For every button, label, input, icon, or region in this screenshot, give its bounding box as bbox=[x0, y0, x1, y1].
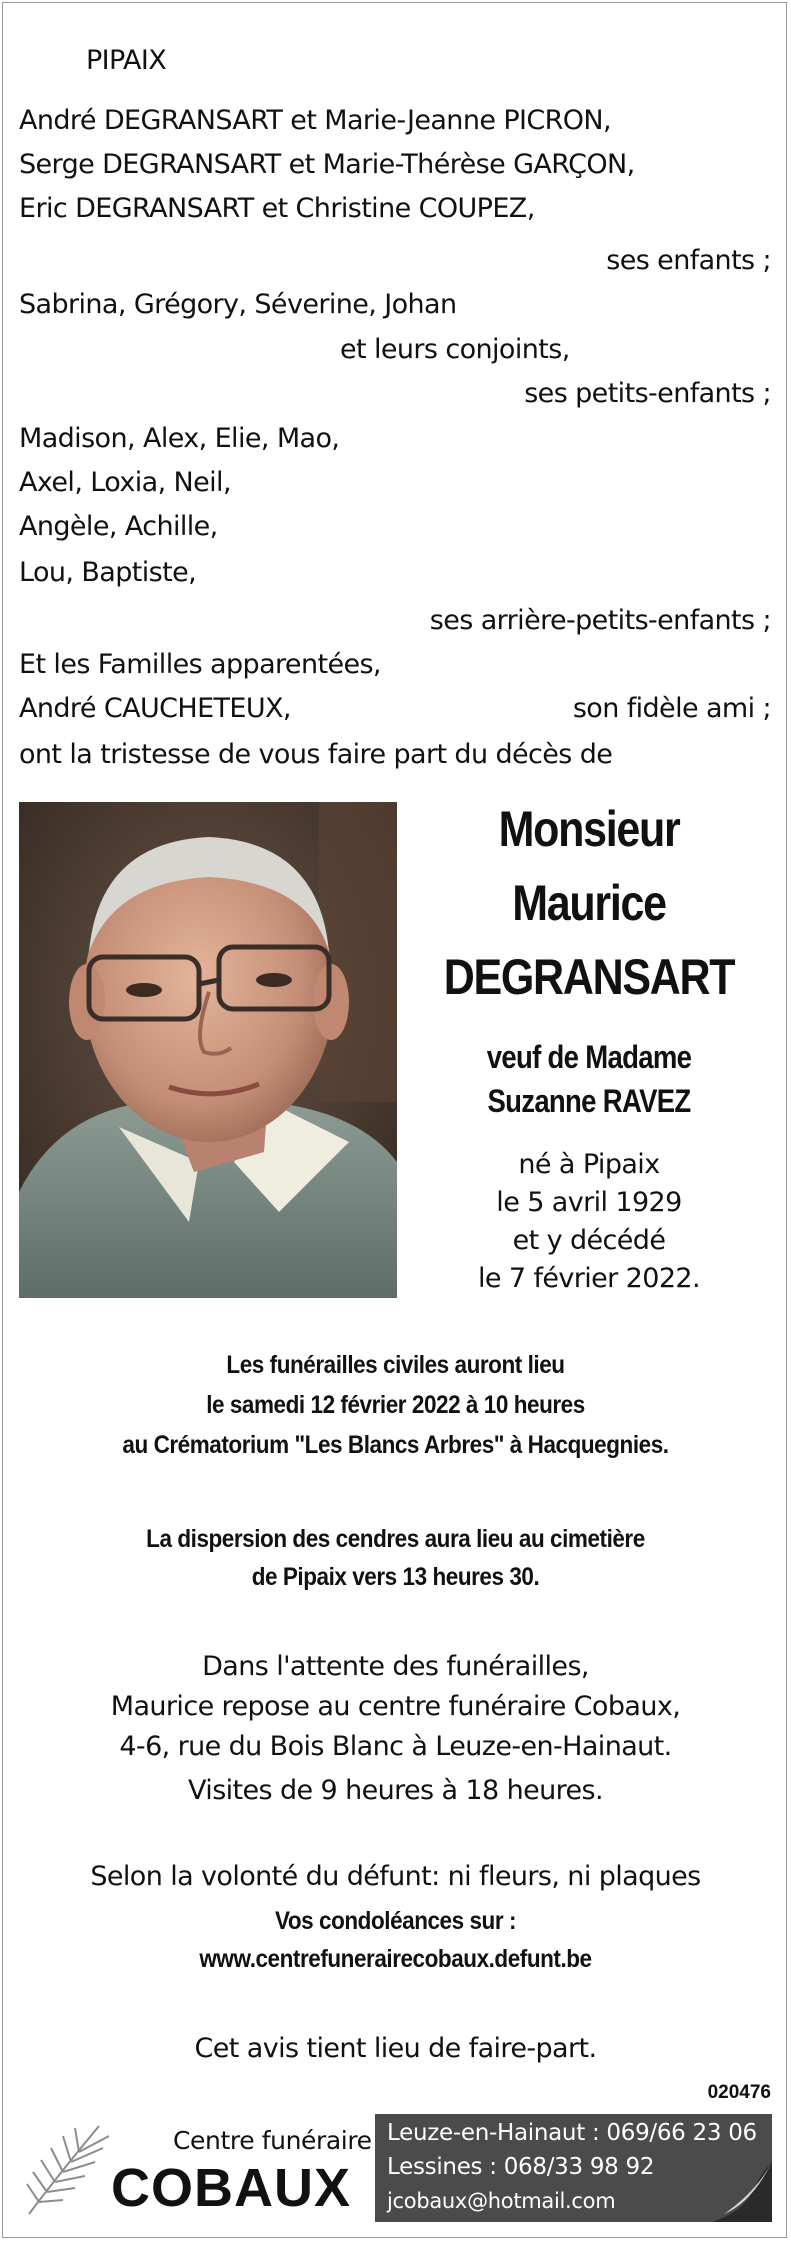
dispersion-line-2: de Pipaix vers 13 heures 30. bbox=[251, 1563, 540, 1591]
dispersion-line-1: La dispersion des cendres aura lieu au cimetière bbox=[146, 1525, 645, 1553]
children-line-2: Serge DEGRANSART et Marie-Thérèse GARÇON, bbox=[19, 149, 635, 180]
friend-role: son fidèle ami ; bbox=[572, 693, 771, 724]
deceased-last-name: DEGRANSART bbox=[443, 949, 735, 1005]
relatives-line: Et les Familles apparentées, bbox=[19, 649, 381, 680]
great-grandchildren-line-2: Axel, Loxia, Neil, bbox=[19, 467, 231, 498]
condolences-url[interactable]: www.centrefunerairecobaux.defunt.be bbox=[199, 1945, 592, 1973]
funeral-line-1: Les funérailles civiles auront lieu bbox=[226, 1351, 565, 1379]
phone-lessines: Lessines : 068/33 98 92 bbox=[387, 2154, 655, 2180]
brand-name: COBAUX bbox=[111, 2158, 352, 2218]
condolences-label: Vos condoléances sur : bbox=[274, 1907, 517, 1935]
visitation-line-1: Dans l'attente des funérailles, bbox=[202, 1651, 589, 1682]
email-address[interactable]: jcobaux@hotmail.com bbox=[387, 2189, 616, 2213]
visitation-line-2: Maurice repose au centre funéraire Cobaux, bbox=[110, 1691, 681, 1722]
death-date: le 7 février 2022. bbox=[478, 1263, 700, 1294]
great-grandchildren-line-4: Lou, Baptiste, bbox=[19, 557, 197, 588]
great-grandchildren-role: ses arrière-petits-enfants ; bbox=[429, 605, 771, 636]
funeral-line-3: au Crématorium "Les Blancs Arbres" à Hacquegnies. bbox=[122, 1431, 669, 1459]
great-grandchildren-line-3: Angèle, Achille, bbox=[19, 511, 218, 542]
funeral-home-logo bbox=[19, 2114, 372, 2222]
funeral-line-2: le samedi 12 février 2022 à 10 heures bbox=[206, 1391, 585, 1419]
birth-place: né à Pipaix bbox=[518, 1149, 660, 1180]
location-header: PIPAIX bbox=[86, 45, 167, 76]
deceased-title: Monsieur bbox=[498, 801, 680, 857]
grandchildren-spouses: et leurs conjoints, bbox=[340, 334, 570, 365]
birth-date: le 5 avril 1929 bbox=[496, 1187, 682, 1218]
page-curl-icon bbox=[712, 2162, 772, 2222]
great-grandchildren-line-1: Madison, Alex, Elie, Mao, bbox=[19, 423, 340, 454]
announcement-line: ont la tristesse de vous faire part du décès de bbox=[19, 739, 613, 770]
reference-number: 020476 bbox=[707, 2082, 771, 2103]
children-role: ses enfants ; bbox=[606, 245, 771, 276]
phone-leuze: Leuze-en-Hainaut : 069/66 23 06 bbox=[387, 2120, 757, 2146]
centre-label: Centre funéraire bbox=[173, 2126, 372, 2155]
deceased-first-name: Maurice bbox=[512, 875, 666, 931]
visitation-hours: Visites de 9 heures à 18 heures. bbox=[188, 1775, 603, 1806]
portrait-photo bbox=[19, 802, 397, 1298]
flowers-wish: Selon la volonté du défunt: ni fleurs, ni plaques bbox=[90, 1861, 701, 1892]
death-place: et y décédé bbox=[512, 1225, 666, 1256]
contact-panel bbox=[375, 2114, 772, 2222]
children-line-3: Eric DEGRANSART et Christine COUPEZ, bbox=[19, 193, 535, 224]
grandchildren-role: ses petits-enfants ; bbox=[524, 378, 771, 409]
widower-line-2: Suzanne RAVEZ bbox=[487, 1083, 691, 1119]
notice-line: Cet avis tient lieu de faire-part. bbox=[194, 2033, 597, 2064]
visitation-line-3: 4-6, rue du Bois Blanc à Leuze-en-Hainaut. bbox=[119, 1731, 672, 1762]
grandchildren-line: Sabrina, Grégory, Séverine, Johan bbox=[19, 289, 457, 320]
widower-line-1: veuf de Madame bbox=[486, 1039, 692, 1075]
friend-name: André CAUCHETEUX, bbox=[19, 693, 291, 724]
children-line-1: André DEGRANSART et Marie-Jeanne PICRON, bbox=[19, 105, 612, 136]
